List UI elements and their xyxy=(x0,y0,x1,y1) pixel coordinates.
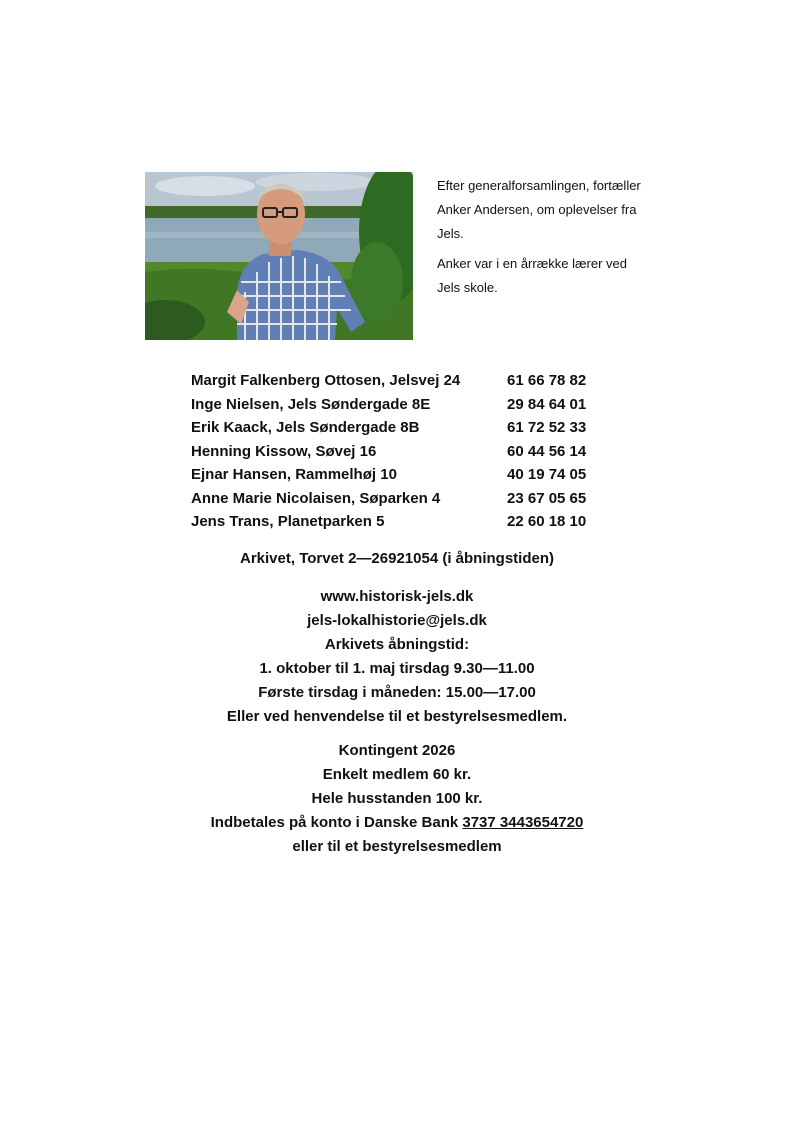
contact-row xyxy=(191,440,611,464)
contact-name: Inge Nielsen, Jels Søndergade 8E xyxy=(191,395,431,413)
contact-phone: 60 44 56 14 xyxy=(507,442,587,460)
opening-hours-title: Arkivets åbningstid: xyxy=(324,636,470,653)
opening-hours-line: Eller ved henvendelse til et bestyrelsesmedlem. xyxy=(226,708,568,725)
portrait-photo xyxy=(145,172,413,340)
contact-phone: 40 19 74 05 xyxy=(507,466,587,483)
membership-fee-block xyxy=(0,739,794,859)
contact-name: Anne Marie Nicolaisen, Søparken 4 xyxy=(191,489,441,507)
payment-instruction xyxy=(0,811,794,835)
intro-paragraph-1: Efter generalforsamlingen, fortæller Anker Andersen, om oplevelser fra Jels. xyxy=(437,178,641,241)
contact-name: Margit Falkenberg Ottosen, Jelsvej 24 xyxy=(191,372,461,389)
contact-row xyxy=(191,369,611,393)
fee-household: Hele husstanden 100 kr. xyxy=(311,790,483,807)
bank-account-number: 3737 3443654720 xyxy=(462,814,584,831)
website-link[interactable]: www.historisk-jels.dk xyxy=(320,588,474,605)
archive-address: Arkivet, Torvet 2—26921054 (i åbningstiden) xyxy=(240,550,554,567)
contact-phone: 22 60 18 10 xyxy=(507,513,587,530)
contact-row xyxy=(191,510,611,534)
email-link[interactable]: jels-lokalhistorie@jels.dk xyxy=(307,612,487,629)
contact-phone: 23 67 05 65 xyxy=(507,489,587,507)
contact-name: Erik Kaack, Jels Søndergade 8B xyxy=(191,419,420,436)
contact-name: Jens Trans, Planetparken 5 xyxy=(191,513,385,530)
contact-row xyxy=(191,487,611,511)
archive-address-block xyxy=(0,547,794,571)
contact-name: Ejnar Hansen, Rammelhøj 10 xyxy=(191,466,397,483)
contact-phone: 29 84 64 01 xyxy=(507,395,587,413)
opening-hours-line: Første tirsdag i måneden: 15.00—17.00 xyxy=(258,684,536,701)
contact-row xyxy=(191,463,611,487)
payment-alternative: eller til et bestyrelsesmedlem xyxy=(292,838,502,855)
contact-row xyxy=(191,416,611,440)
contact-info-block xyxy=(0,585,794,729)
fee-single: Enkelt medlem 60 kr. xyxy=(322,766,472,783)
board-contact-list xyxy=(191,369,611,534)
intro-paragraph-2: Anker var i en årrække lærer ved Jels skole. xyxy=(437,256,628,295)
contact-phone: 61 72 52 33 xyxy=(507,419,587,436)
contact-phone: 61 66 78 82 xyxy=(507,372,587,389)
opening-hours-line: 1. oktober til 1. maj tirsdag 9.30—11.00 xyxy=(259,660,535,677)
intro-text xyxy=(437,174,647,306)
contact-row xyxy=(191,393,611,417)
contact-name: Henning Kissow, Søvej 16 xyxy=(191,442,377,460)
portrait-illustration xyxy=(145,172,413,340)
fee-title: Kontingent 2026 xyxy=(338,742,456,759)
payment-prefix: Indbetales på konto i Danske Bank xyxy=(210,814,463,831)
